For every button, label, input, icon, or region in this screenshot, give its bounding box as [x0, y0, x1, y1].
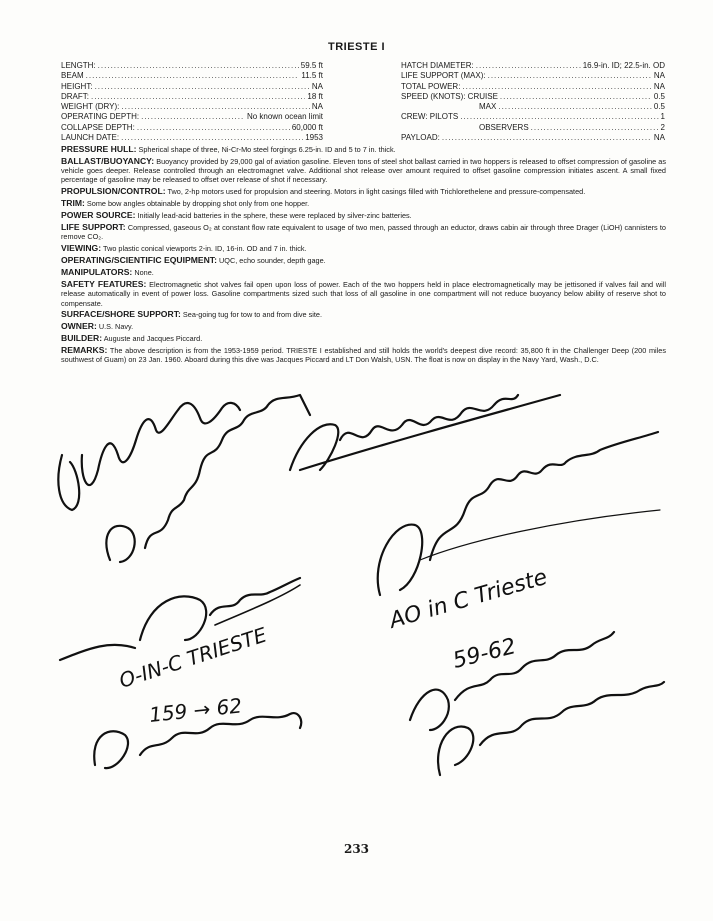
- dot-leader: [442, 133, 652, 143]
- description-section: [61, 334, 666, 343]
- section-heading: SURFACE/SHORE SUPPORT:: [61, 309, 181, 320]
- section-text: None.: [134, 268, 154, 278]
- description-section: [61, 346, 666, 365]
- dot-leader: [98, 61, 299, 71]
- section-text: Auguste and Jacques Piccard.: [103, 334, 203, 344]
- signature-7: [438, 682, 664, 775]
- spec-label: MAX: [479, 102, 497, 112]
- spec-value: NA: [311, 102, 323, 112]
- spec-value: 59.5 ft: [300, 61, 323, 70]
- section-heading: BUILDER:: [61, 333, 103, 344]
- signature-3: [290, 395, 560, 470]
- description-section: [61, 322, 666, 331]
- spec-value: NA: [311, 81, 323, 91]
- spec-row: [401, 71, 665, 81]
- dot-leader: [498, 102, 652, 112]
- spec-label: COLLAPSE DEPTH:: [61, 122, 135, 132]
- spec-label: CREW: PILOTS: [401, 112, 459, 122]
- signature-5: [60, 578, 300, 660]
- section-text: Spherical shape of three, Ni-Cr-Mo steel forgings 6.25-in. ID and 5 to 7 in. thick.: [138, 145, 396, 154]
- page-title: TRIESTE I: [327, 41, 386, 53]
- description-section: [61, 280, 666, 308]
- signature-6: [410, 632, 614, 730]
- spec-row: [401, 92, 665, 102]
- description-section: [61, 157, 666, 185]
- section-text: Compressed, gaseous O₂ at constant flow rate equivalent to usage of two men, passed through an eductor, draws cabin air through three Drager (LiOH) cannisters to remove CO₂.: [61, 223, 666, 242]
- signature-8: [94, 713, 301, 768]
- spec-value: No known ocean limit: [246, 112, 323, 122]
- dot-leader: [95, 82, 310, 92]
- spec-row: [401, 102, 665, 112]
- spec-value: 60,000 ft: [291, 122, 323, 132]
- dot-leader: [91, 92, 305, 102]
- section-text: Two, 2-hp motors used for propulsion and steering. Motors in light casings filled with Trichlorethelene and pressure-compensated.: [167, 187, 586, 197]
- handwritten-note-left-1: O-IN-C TRIESTE: [116, 622, 270, 693]
- spec-value: 0.5: [653, 102, 665, 112]
- page-number: 233: [343, 842, 370, 856]
- spec-row: [61, 71, 323, 81]
- dot-leader: [476, 61, 581, 71]
- spec-value: 2: [660, 122, 665, 132]
- spec-label: OBSERVERS: [479, 122, 529, 132]
- section-heading: LIFE SUPPORT:: [61, 222, 126, 233]
- spec-row: [61, 112, 323, 122]
- spec-row: [401, 61, 665, 71]
- description-section: [61, 223, 666, 242]
- description-section: [61, 187, 666, 196]
- dot-leader: [531, 123, 659, 133]
- description-section: [61, 268, 666, 277]
- spec-label: HEIGHT:: [61, 81, 93, 91]
- description-section: [61, 199, 666, 208]
- dot-leader: [460, 112, 658, 122]
- dot-leader: [121, 102, 310, 112]
- dot-leader: [141, 112, 245, 122]
- section-text: Buoyancy provided by 29,000 gal of aviation gasoline. Eleven tons of steel shot ballast carried in two hoppers is released to offset compression of gasoline as vehicle goes deeper. Release controlled through an electromagnet valve. Additional shot release over amount required to offset gasoline compression initiates ascent. A small fixed percentage of gasoline may be released to offset over release of shot if necessary.: [61, 156, 666, 185]
- handwritten-note-left-2: 159 → 62: [148, 693, 244, 727]
- spec-value: 1953: [305, 133, 323, 143]
- spec-label: LAUNCH DATE:: [61, 133, 120, 143]
- spec-row: [61, 123, 323, 133]
- spec-row: [61, 82, 323, 92]
- section-text: Electromagnetic shot valves fail open upon loss of power. Each of the two hoppers held in place electromagnetically may be jettisoned if valves fail and will release automatically in event of power loss. Gasoline compartments sized such that loss of all gasoline in one compartment will not reduce buoyancy below ability of reserve shot to compensate.: [61, 279, 666, 308]
- section-heading: OPERATING/SCIENTIFIC EQUIPMENT:: [61, 255, 217, 266]
- spec-row: [61, 133, 323, 143]
- section-heading: SAFETY FEATURES:: [61, 278, 147, 289]
- signature-2: [106, 395, 310, 562]
- spec-label: SPEED (KNOTS): CRUISE: [401, 91, 498, 101]
- spec-label: WEIGHT (DRY):: [61, 102, 120, 112]
- dot-leader: [121, 133, 303, 143]
- handwritten-note-right-2: 59-62: [450, 634, 519, 674]
- description-section: [61, 145, 666, 154]
- spec-label: LIFE SUPPORT (MAX):: [401, 71, 486, 81]
- spec-value: 1: [660, 112, 665, 122]
- spec-row: [401, 123, 665, 133]
- section-heading: REMARKS:: [61, 345, 108, 356]
- spec-value: 0.5: [653, 91, 665, 101]
- description-section: [61, 211, 666, 220]
- section-text: Some bow angles obtainable by dropping shot only from one hopper.: [86, 199, 310, 209]
- spec-label: DRAFT:: [61, 91, 89, 101]
- spec-row: [401, 82, 665, 92]
- signature-4: [378, 432, 658, 595]
- section-heading: MANIPULATORS:: [61, 267, 133, 278]
- description-section: [61, 244, 666, 253]
- description-section: [61, 256, 666, 265]
- section-text: Sea-going tug for tow to and from dive site.: [182, 310, 323, 320]
- dot-leader: [500, 92, 652, 102]
- section-heading: VIEWING:: [61, 243, 102, 254]
- section-heading: PRESSURE HULL:: [61, 144, 137, 154]
- spec-value: NA: [653, 71, 665, 81]
- handwritten-note-right-1: AO in C Trieste: [386, 564, 551, 634]
- section-text: Two plastic conical viewports 2-in. ID, 16-in. OD and 7 in. thick.: [103, 244, 307, 254]
- spec-label: HATCH DIAMETER:: [401, 61, 474, 70]
- spec-label: PAYLOAD:: [401, 133, 440, 143]
- section-text: The above description is from the 1953-1959 period. TRIESTE I established and still holds the world's deepest dive record: 35,800 ft in the Challenger Deep (200 miles southwest of Guam) on 23 Jan. 1960. Aboard during this dive was Jacques Piccard and LT Don Walsh, USN. The float is now on display in the Navy Yard, Wash., D.C.: [61, 346, 666, 365]
- spec-row: [61, 92, 323, 102]
- specs-left-column: [61, 61, 323, 143]
- section-text: U.S. Navy.: [98, 322, 134, 332]
- spec-value: 16.9-in. ID; 22.5-in. OD: [582, 61, 665, 70]
- spec-value: NA: [653, 81, 665, 91]
- spec-label: BEAM: [61, 71, 84, 81]
- spec-value: NA: [653, 133, 665, 143]
- specs-right-column: [401, 61, 665, 143]
- section-text: UQC, echo sounder, depth gage.: [219, 256, 326, 266]
- spec-row: [61, 102, 323, 112]
- spec-label: OPERATING DEPTH:: [61, 112, 140, 122]
- section-heading: BALLAST/BUOYANCY:: [61, 155, 155, 166]
- spec-label: TOTAL POWER:: [401, 81, 461, 91]
- spec-value: 18 ft: [307, 91, 323, 101]
- description-section: [61, 310, 666, 319]
- section-text: Initially lead-acid batteries in the sphere, these were replaced by silver-zinc batteries.: [137, 211, 412, 221]
- section-heading: POWER SOURCE:: [61, 210, 136, 221]
- spec-row: [61, 61, 323, 71]
- spec-value: 11.5 ft: [301, 71, 323, 81]
- dot-leader: [488, 71, 652, 81]
- section-heading: OWNER:: [61, 321, 97, 332]
- spec-row: [401, 112, 665, 122]
- spec-row: [401, 133, 665, 143]
- dot-leader: [462, 82, 651, 92]
- description-sections: [61, 145, 666, 367]
- signature-1: [58, 403, 240, 510]
- pen-stroke-1: [215, 585, 300, 625]
- section-heading: PROPULSION/CONTROL:: [61, 186, 166, 197]
- dot-leader: [86, 71, 300, 81]
- dot-leader: [137, 123, 290, 133]
- pen-stroke-2: [420, 510, 660, 560]
- section-heading: TRIM:: [61, 198, 85, 209]
- spec-label: LENGTH:: [61, 61, 96, 70]
